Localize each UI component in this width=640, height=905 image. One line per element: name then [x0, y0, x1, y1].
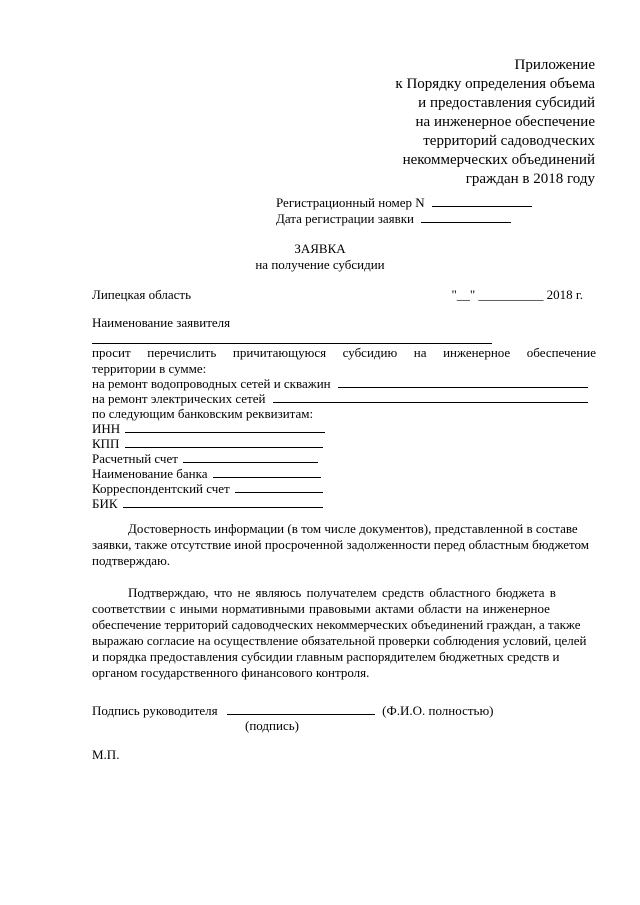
bank-field-corr-account: [92, 481, 323, 496]
appendix-line: граждан в 2018 году: [465, 171, 595, 187]
inn-input[interactable]: [125, 421, 325, 433]
request-word: инженерное: [443, 345, 511, 360]
request-word: на: [413, 345, 427, 360]
stamp-placeholder: М.П.: [92, 747, 120, 762]
registration-date-row: [276, 211, 511, 227]
region-label: Липецкая область: [92, 287, 192, 302]
kpp-input[interactable]: [125, 436, 323, 448]
electric-repair-amount-field[interactable]: [273, 391, 588, 403]
corr-account-input[interactable]: [235, 481, 323, 493]
appendix-line: некоммерческих объединений: [402, 152, 595, 168]
bank-details-intro: по следующим банковским реквизитам:: [92, 406, 314, 421]
bank-field-account: [92, 451, 318, 466]
bik-input[interactable]: [123, 496, 323, 508]
bank-field-bik: [92, 496, 323, 511]
electric-repair-row: [92, 391, 588, 406]
reliability-paragraph-line2: заявки, также отсутствие иной просроченной задолженности перед областным бюджетом: [92, 537, 590, 552]
document-title: ЗАЯВКА: [294, 241, 346, 256]
reliability-paragraph-line1: Достоверность информации (в том числе документов), представленной в составе: [128, 521, 578, 536]
request-sum-label: территории в сумме:: [92, 361, 207, 376]
registration-number-field[interactable]: [432, 195, 532, 207]
water-repair-label: на ремонт водопроводных сетей и скважин: [92, 376, 331, 391]
applicant-label: Наименование заявителя: [92, 315, 231, 330]
water-repair-row: [92, 376, 588, 391]
appendix-header: [395, 56, 595, 189]
electric-repair-label: на ремонт электрических сетей: [92, 391, 266, 406]
registration-date-label: Дата регистрации заявки: [276, 211, 415, 226]
bank-field-label: КПП: [92, 436, 120, 451]
confirmation-paragraph-line4: выражаю согласие на осуществление обязательной проверки соблюдения условий, целей: [92, 633, 587, 648]
bank-name-input[interactable]: [213, 466, 321, 478]
request-word: субсидию: [342, 345, 398, 360]
fio-note: (Ф.И.О. полностью): [382, 703, 494, 718]
registration-number-label: Регистрационный номер N: [276, 195, 425, 210]
applicant-name-field[interactable]: [92, 343, 492, 344]
bank-field-label: Корреспондентский счет: [92, 481, 230, 496]
bank-field-label: Расчетный счет: [92, 451, 178, 466]
signature-row: [92, 703, 494, 719]
confirmation-paragraph-line3: обеспечение территорий садоводческих некоммерческих объединений граждан, а также: [92, 617, 581, 632]
registration-number-row: [276, 195, 532, 211]
request-line: [92, 345, 596, 361]
request-word: обеспечение: [526, 345, 596, 360]
water-repair-amount-field[interactable]: [338, 376, 588, 388]
confirmation-paragraph-line5: и порядка предоставления субсидии главным распорядителем бюджетных средств и: [92, 649, 560, 664]
confirmation-paragraph-line2: соответствии с иными нормативными правовыми актами области на инженерное: [92, 601, 550, 616]
bank-field-inn: [92, 421, 325, 436]
request-word: причитающуюся: [232, 345, 327, 360]
document-subtitle: на получение субсидии: [255, 257, 385, 272]
registration-date-field[interactable]: [421, 211, 511, 223]
appendix-line: и предоставления субсидий: [418, 95, 595, 111]
signature-caption: (подпись): [245, 718, 299, 733]
reliability-paragraph-line3: подтверждаю.: [92, 553, 171, 568]
bank-field-label: БИК: [92, 496, 118, 511]
bank-field-label: ИНН: [92, 421, 121, 436]
bank-field-bank-name: [92, 466, 321, 481]
appendix-line: Приложение: [514, 57, 595, 73]
confirmation-paragraph-line6: органом государственного финансового контроля.: [92, 665, 370, 680]
account-input[interactable]: [183, 451, 318, 463]
request-word: перечислить: [147, 345, 217, 360]
bank-field-kpp: [92, 436, 323, 451]
appendix-line: территорий садоводческих: [423, 133, 595, 149]
appendix-line: к Порядку определения объема: [395, 76, 595, 92]
signature-field[interactable]: [227, 703, 375, 715]
confirmation-paragraph-line1: Подтверждаю, что не являюсь получателем средств областного бюджета в: [128, 585, 556, 600]
appendix-line: на инженерное обеспечение: [415, 114, 595, 130]
request-word: просит: [92, 345, 131, 360]
signature-label: Подпись руководителя: [92, 703, 218, 718]
application-date: "__" __________ 2018 г.: [451, 287, 583, 302]
bank-field-label: Наименование банка: [92, 466, 208, 481]
